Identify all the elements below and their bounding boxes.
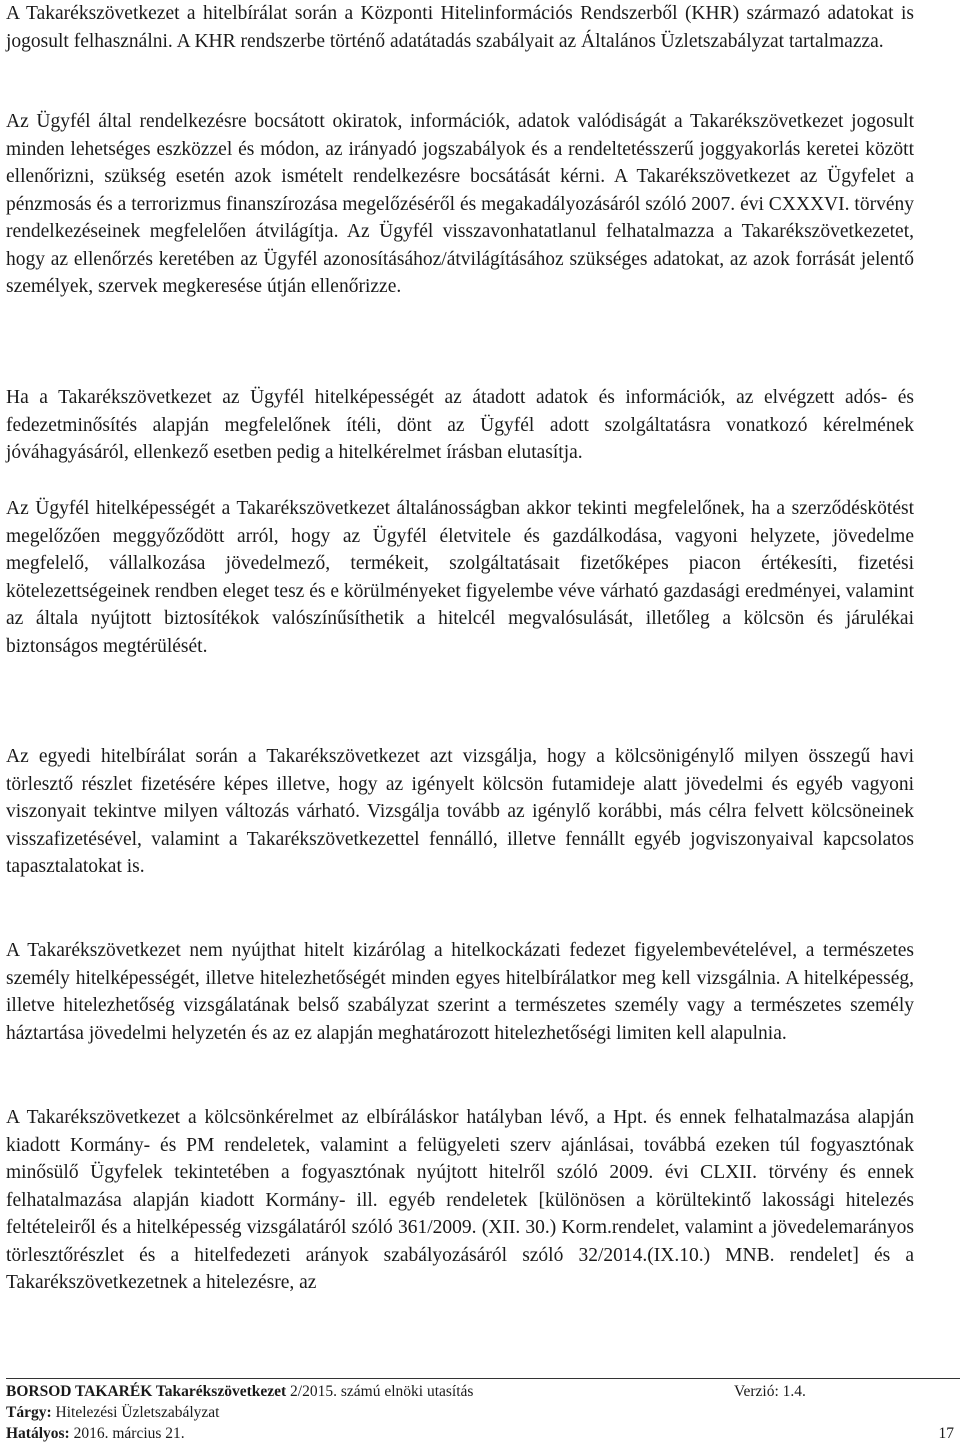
paragraph-creditworthiness-criteria [6, 495, 914, 660]
page-number: 17 [938, 1425, 954, 1442]
paragraph-collateral-restriction [6, 937, 914, 1047]
paragraph-text: Az egyedi hitelbírálat során a Takarékszövetkezet azt vizsgálja, hogy a kölcsönigénylő milyen összegű havi törlesztő részlet fizetésére képes illetve, hogy az igényelt kölcsön futamideje alatt jövedelmi és egyéb vagyoni viszonyait tekintve milyen változás várható. Vizsgálja tovább az igénylő korábbi, más célra felvett kölcsöneinek visszafizetésével, valamint a Takarékszövetkezettel fennálló, illetve fennállt egyéb jogviszonyaival kapcsolatos tapasztalatokat is. [6, 746, 914, 877]
footer-version: Verzió: 1.4. [734, 1383, 806, 1400]
paragraph-text: Ha a Takarékszövetkezet az Ügyfél hitelképességét az átadott adatok és információk, az elvégzett adós- és fedezetminősítés alapján megfelelőnek ítéli, dönt az Ügyfél adott szolgáltatásra vonatkozó kérelmének jóváhagyásáról, ellenkező esetben pedig a hitelkérelmet írásban elutasítja. [6, 387, 914, 463]
footer-effective-label: Hatályos: [6, 1425, 70, 1442]
paragraph-individual-assessment [6, 743, 914, 881]
footer-effective-date: 2016. március 21. [73, 1425, 185, 1442]
footer-row-effective [6, 1423, 960, 1444]
footer-doc-number: 2/2015. számú elnöki utasítás [290, 1383, 474, 1400]
paragraph-khr [6, 0, 914, 55]
paragraph-legal-basis [6, 1104, 914, 1297]
paragraph-text: Az Ügyfél hitelképességét a Takarékszövetkezet általánosságban akkor tekinti megfelelőnek, ha a szerződéskötést megelőzően meggyőződött arról, hogy az Ügyfél életvitele és gazdálkodása, vagyoni helyzete, jövedelme megfelelő, vállalkozása jövedelmező, termékeit, szolgáltatásait fizetőképes piacon értékesíti, fizetési kötelezettségeinek rendben eleget tesz és e körülményeket figyelembe véve várható gazdasági eredményei, valamint az általa nyújtott biztosítékok valószínűsíthetik a hitelcél megvalósulását, illetőleg a kölcsön és járulékai biztonságos megtérülését. [6, 498, 914, 657]
footer-row-org [6, 1381, 960, 1402]
page-footer [6, 1378, 960, 1444]
paragraph-text: A Takarékszövetkezet a hitelbírálat során a Központi Hitelinformációs Rendszerből (KHR) származó adatokat is jogosult felhasználni. A KHR rendszerbe történő adatátadás szabályait az Általános Üzletszabályzat tartalmazza. [6, 3, 914, 52]
paragraph-creditworthiness-decision [6, 384, 914, 467]
paragraph-text: Az Ügyfél által rendelkezésre bocsátott okiratok, információk, adatok valódiságát a Takarékszövetkezet jogosult minden lehetséges eszközzel és módon, az irányadó jogszabályok és a rendeltetésszerű joggyakorlás keretei között ellenőrizni, szükség esetén azok ismételt rendelkezésre bocsátását kérni. A Takarékszövetkezet az Ügyfelet a pénzmosás és a terrorizmus finanszírozása megelőzéséről és megakadályozásáról szóló 2007. évi CXXXVI. törvény rendelkezéseinek megfelelően átvilágítja. Az Ügyfél visszavonhatatlanul felhatalmazza a Takarékszövetkezetet, hogy az ellenőrzés keretében az Ügyfél azonosításához/átvilágításához szükséges adatokat, az azok forrását jelentő személyek, szervek megkeresése útján ellenőrizze. [6, 111, 914, 297]
paragraph-text: A Takarékszövetkezet a kölcsönkérelmet az elbíráláskor hatályban lévő, a Hpt. és ennek felhatalmazása alapján kiadott Kormány- és PM rendeletek, valamint a felügyeleti szerv ajánlásai, továbbá ezeken túl fogyasztónak minősülő Ügyfelek tekintetében a fogyasztónak nyújtott hitelről szóló 2009. évi CLXII. törvény és ennek felhatalmazása alapján kiadott Kormány- ill. egyéb rendeletek [különösen a körültekintő lakossági hitelezés feltételeiről és a hitelképesség vizsgálatáról szóló 361/2009. (XII. 30.) Korm.rendelet, valamint a jövedelemarányos törlesztőrészlet és a hitelfedezeti arányok szabályozásáról szóló 32/2014.(IX.10.) MNB. rendelet] és a Takarékszövetkezetnek a hitelezésre, az [6, 1107, 914, 1293]
footer-subject: Hitelezési Üzletszabályzat [55, 1404, 220, 1421]
paragraph-document-verification [6, 108, 914, 301]
paragraph-text: A Takarékszövetkezet nem nyújthat hitelt kizárólag a hitelkockázati fedezet figyelembevételével, a természetes személy hitelképességét, illetve hitelezhetőségét minden egyes hitelbírálatkor meg kell vizsgálnia. A hitelképesség, illetve hitelezhetőség vizsgálatának belső szabályzat szerint a természetes személy vagy a természetes személy háztartása jövedelmi helyzetén és az ez alapján meghatározott hitelezhetőségi limiten kell alapulnia. [6, 940, 914, 1044]
footer-org-name: BORSOD TAKARÉK Takarékszövetkezet [6, 1383, 287, 1400]
footer-row-subject [6, 1402, 960, 1423]
footer-subject-label: Tárgy: [6, 1404, 52, 1421]
